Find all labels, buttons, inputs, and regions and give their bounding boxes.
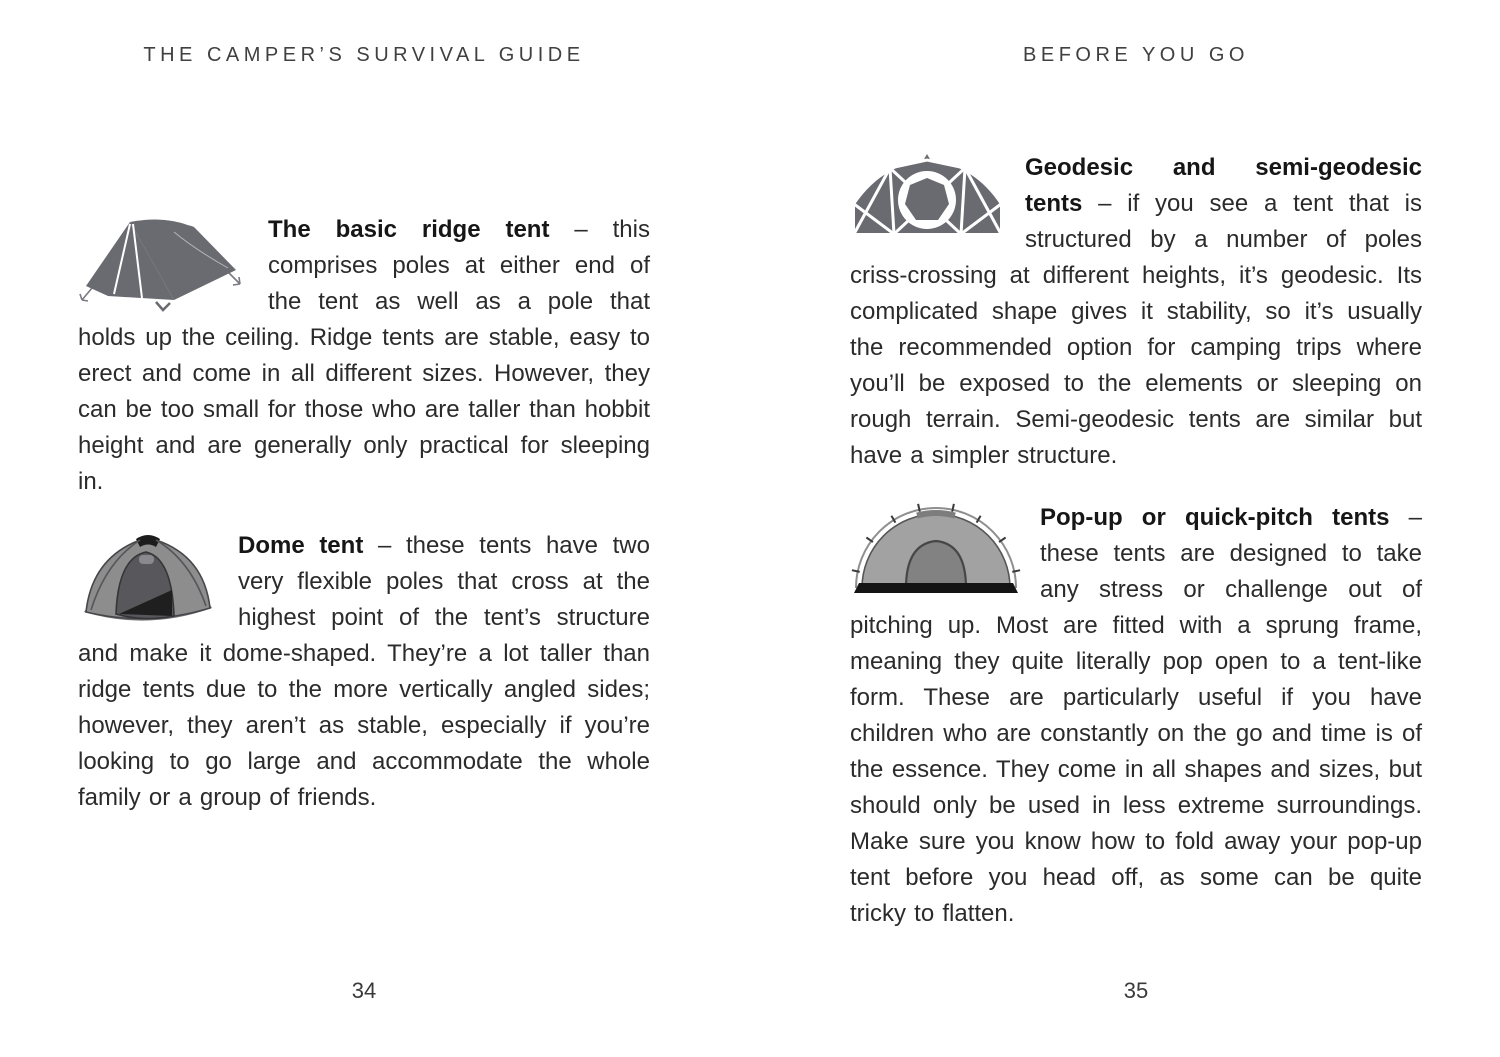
tent-name: Pop-up or quick-pitch tents <box>1040 504 1390 531</box>
page-number-left: 34 <box>351 978 377 1003</box>
tent-name: The basic ridge tent <box>268 216 550 243</box>
ridge-tent-illustration <box>78 212 246 312</box>
tent-name: Geodesic and semi-geodesic tents <box>1025 154 1422 217</box>
tent-description: – these tents are designed to take any stress or challenge out of pitching up. Most are fitted with a sprung frame, meaning they quite literally pop open to a tent-like form. These are particularly useful if you have children who are constantly on the go and time is of the essence. They come in all shapes and sizes, but should only be used in less extreme surroundings. Make sure you know how to fold away your pop-up tent before you head off, as some can be quite tricky to flatten. <box>850 504 1422 927</box>
pop-up-tent-illustration <box>850 502 1022 594</box>
running-header-right: BEFORE YOU GO <box>1023 44 1249 66</box>
dome-tent-illustration <box>78 530 218 630</box>
section-dome-tent <box>78 528 650 816</box>
section-geodesic-tent <box>850 150 1422 474</box>
running-header-left: THE CAMPER’S SURVIVAL GUIDE <box>143 44 585 66</box>
geodesic-tent-illustration <box>850 154 1005 238</box>
tent-description: – these tents have two very flexible poles that cross at the highest point of the tent’s structure and make it dome-shaped. They’re a lot taller than ridge tents due to the more vertically angled sides; however, they aren’t as stable, especially if you’re looking to go large and accommodate the whole family or a group of friends. <box>78 532 650 811</box>
section-ridge-tent <box>78 212 650 500</box>
tent-name: Dome tent <box>238 532 364 559</box>
tent-description: – this comprises poles at either end of the tent as well as a pole that holds up the ceiling. Ridge tents are stable, easy to erect and come in all different sizes. However, they can be too small for those who are taller than hobbit height and are generally only practical for sleeping in. <box>78 216 650 495</box>
section-pop-up-tent <box>850 500 1422 932</box>
tent-description: – if you see a tent that is structured by a number of poles criss-crossing at different heights, it’s geodesic. Its complicated shape gives it stability, so it’s usually the recommended option for camping trips where you’ll be exposed to the elements or sleeping on rough terrain. Semi-geodesic tents are similar but have a simpler structure. <box>850 190 1423 469</box>
page-number-right: 35 <box>1123 978 1149 1003</box>
